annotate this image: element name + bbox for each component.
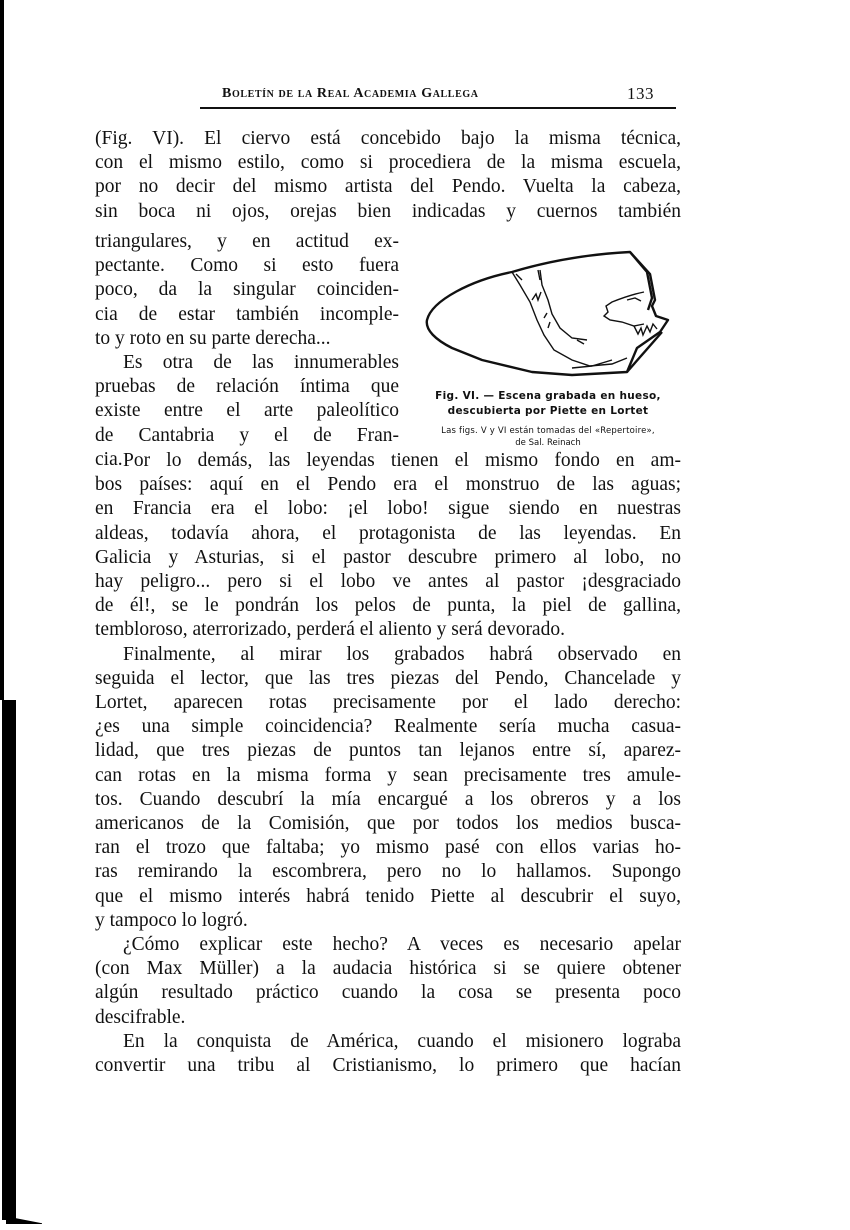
text-line: (con Max Müller) a la audacia histórica si se quiere obtener <box>95 958 681 980</box>
journal-title: Boletín de la Real Academia Gallega <box>222 86 479 101</box>
figure-vi <box>412 240 684 460</box>
text-line: Galicia y Asturias, si el pastor descubre primero al lobo, no <box>95 546 681 568</box>
text-line: algún resultado práctico cuando la cosa se presenta poco <box>95 982 681 1004</box>
figure-caption-sub: descubierta por Piette en Lortet <box>447 405 649 417</box>
figure-caption-title: Fig. VI. — Escena grabada en hueso, <box>435 390 661 402</box>
text-line: ras remirando la escombrera, pero no lo hallamos. Supongo <box>95 861 681 883</box>
text-line: tembloroso, aterrorizado, perderá el aliento y será devorado. <box>95 619 565 641</box>
running-header <box>200 82 676 110</box>
text-line: poco, da la singular coinciden- <box>95 279 399 301</box>
text-line: de Cantabria y el de Fran- <box>95 424 399 446</box>
text-line: aldeas, todavía ahora, el protagonista de las leyendas. En <box>95 522 681 544</box>
text-line: y tampoco lo logró. <box>95 909 248 931</box>
scan-edge-top <box>0 0 4 700</box>
text-line: ¿es una simple coincidencia? Realmente sería mucha casua- <box>95 716 681 738</box>
text-line: ran el trozo que faltaba; yo mismo pasé con ellos varias ho- <box>95 837 681 859</box>
page-number: 133 <box>627 84 654 103</box>
text-line: lidad, que tres piezas de puntos tan lejanos entre sí, aparez- <box>95 740 681 762</box>
text-line: seguida el lector, que las tres piezas del Pendo, Chancelade y <box>95 667 681 689</box>
text-line: en Francia era el lobo: ¡el lobo! sigue siendo en nuestras <box>95 498 681 520</box>
paragraph-fig-vi-intro <box>95 127 681 224</box>
scan-edge-shadow <box>0 0 10 1230</box>
text-line: de él!, se le pondrán los pelos de punta, la piel de gallina, <box>95 595 681 617</box>
text-line: (Fig. VI). El ciervo está concebido bajo la misma técnica, <box>95 128 681 149</box>
figure-credit-line: de Sal. Reinach <box>515 438 581 448</box>
text-line: Es otra de las innumerables <box>123 352 399 374</box>
wrapped-text-column <box>95 230 399 472</box>
text-line: tos. Cuando descubrí la mía encargué a los obreros y a los <box>95 788 681 810</box>
scan-edge-bottom <box>2 700 16 1220</box>
header-rule <box>200 107 676 109</box>
text-line: cia. <box>95 448 123 470</box>
text-line: Lortet, aparecen rotas precisamente por el lado derecho: <box>95 692 681 714</box>
text-line: bos países: aquí en el Pendo era el monstruo de las aguas; <box>95 474 681 496</box>
text-line: por no decir del mismo artista del Pendo. Vuelta la cabeza, <box>95 176 681 198</box>
main-text-block <box>95 449 681 1078</box>
text-line: hay peligro... pero si el lobo ve antes al pastor ¡desgraciado <box>95 571 681 593</box>
text-line: pectante. Como si esto fuera <box>95 255 399 277</box>
figure-credit-line: Las figs. V y VI están tomadas del «Repertoire», <box>441 426 655 436</box>
text-line: Por lo demás, las leyendas tienen el mismo fondo en am- <box>123 450 681 471</box>
text-line: ¿Cómo explicar este hecho? A veces es necesario apelar <box>123 934 681 956</box>
text-line: pruebas de relación íntima que <box>95 376 399 398</box>
text-line: Finalmente, al mirar los grabados habrá observado en <box>123 643 681 665</box>
text-line: triangulares, y en actitud ex- <box>95 231 399 252</box>
text-line: sin boca ni ojos, orejas bien indicadas y cuernos también <box>95 200 681 222</box>
text-line: con el mismo estilo, como si procediera de la misma escuela, <box>95 152 681 174</box>
text-line: cia de estar también incomple- <box>95 303 399 325</box>
text-line: can rotas en la misma forma y sean precisamente tres amule- <box>95 764 681 786</box>
text-line: descifrable. <box>95 1006 186 1028</box>
engraved-bone-wolf-icon <box>412 240 684 390</box>
text-line: americanos de la Comisión, que por todos los medios busca- <box>95 813 681 835</box>
text-line: to y roto en su parte derecha... <box>95 327 331 349</box>
text-line: existe entre el arte paleolítico <box>95 400 399 422</box>
text-line: convertir una tribu al Cristianismo, lo primero que hacían <box>95 1055 681 1077</box>
text-line: que el mismo interés habrá tenido Piette al descubrir el suyo, <box>95 885 681 907</box>
text-line: En la conquista de América, cuando el misionero lograba <box>123 1030 681 1052</box>
